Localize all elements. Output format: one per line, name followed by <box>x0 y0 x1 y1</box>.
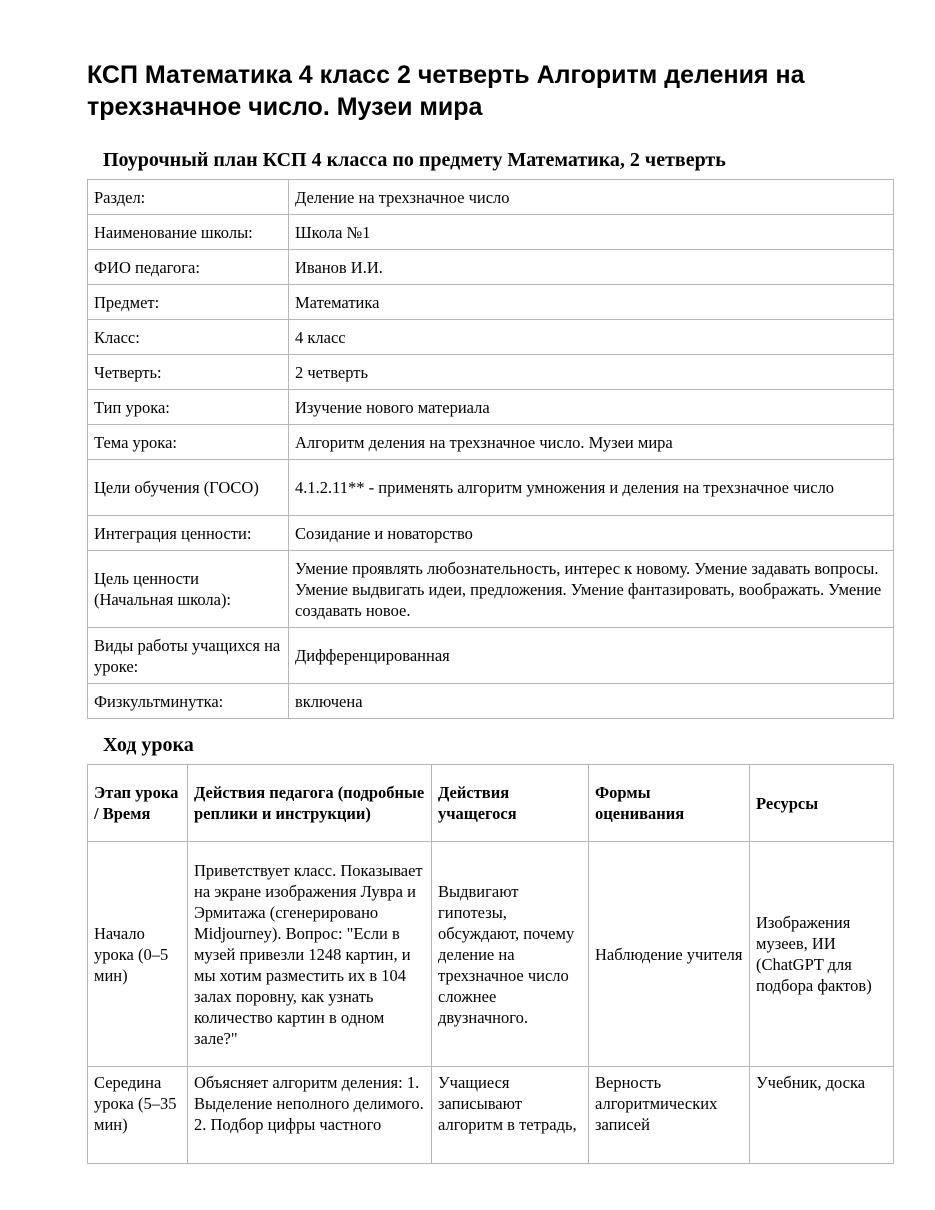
info-label: Класс: <box>88 320 289 355</box>
lesson-resources-cell: Учебник, доска <box>750 1067 894 1164</box>
info-value: Алгоритм деления на трехзначное число. Музеи мира <box>289 425 894 460</box>
lesson-column-header: Ресурсы <box>750 765 894 842</box>
info-value: 4 класс <box>289 320 894 355</box>
info-row <box>88 320 894 355</box>
info-label: Наименование школы: <box>88 215 289 250</box>
info-row <box>88 215 894 250</box>
lesson-column-header: Действия учащегося <box>432 765 589 842</box>
info-row <box>88 516 894 551</box>
info-row <box>88 551 894 628</box>
info-value: включена <box>289 684 894 719</box>
info-label: Четверть: <box>88 355 289 390</box>
lesson-student-cell: Выдвигают гипотезы, обсуждают, почему деление на трехзначное число сложнее двузначного. <box>432 842 589 1067</box>
info-value: Иванов И.И. <box>289 250 894 285</box>
lesson-header-row <box>88 765 894 842</box>
info-value: 2 четверть <box>289 355 894 390</box>
lesson-student-cell: Учащиеся записывают алгоритм в тетрадь, <box>432 1067 589 1164</box>
info-label: Цели обучения (ГОСО) <box>88 460 289 516</box>
info-label: ФИО педагога: <box>88 250 289 285</box>
info-label: Раздел: <box>88 180 289 215</box>
info-value: Математика <box>289 285 894 320</box>
info-label: Цель ценности (Начальная школа): <box>88 551 289 628</box>
info-label: Виды работы учащихся на уроке: <box>88 628 289 684</box>
lesson-column-header: Этап урока / Время <box>88 765 188 842</box>
info-row <box>88 628 894 684</box>
info-row <box>88 355 894 390</box>
lesson-resources-cell: Изображения музеев, ИИ (ChatGPT для подбора фактов) <box>750 842 894 1067</box>
lesson-teacher-cell: Приветствует класс. Показывает на экране изображения Лувра и Эрмитажа (сгенерировано Midjourney). Вопрос: "Если в музей привезли 1248 картин, и мы хотим разместить их в 104 залах поровну, как узнать количество картин в одном зале?" <box>188 842 432 1067</box>
info-label: Тема урока: <box>88 425 289 460</box>
lesson-assessment-cell: Верность алгоритмических записей <box>589 1067 750 1164</box>
info-row <box>88 684 894 719</box>
info-value: Деление на трехзначное число <box>289 180 894 215</box>
info-label: Тип урока: <box>88 390 289 425</box>
info-label: Предмет: <box>88 285 289 320</box>
info-value: Умение проявлять любознательность, интерес к новому. Умение задавать вопросы. Умение выдвигать идеи, предложения. Умение фантазировать, воображать. Умение создавать новое. <box>289 551 894 628</box>
info-row <box>88 250 894 285</box>
lesson-row <box>88 842 894 1067</box>
info-row <box>88 285 894 320</box>
lesson-assessment-cell: Наблюдение учителя <box>589 842 750 1067</box>
info-label: Интеграция ценности: <box>88 516 289 551</box>
info-label: Физкультминутка: <box>88 684 289 719</box>
lesson-column-header: Действия педагога (подробные реплики и инструкции) <box>188 765 432 842</box>
info-value: Изучение нового материала <box>289 390 894 425</box>
lesson-teacher-cell: Объясняет алгоритм деления: 1. Выделение неполного делимого. 2. Подбор цифры частного <box>188 1067 432 1164</box>
plan-heading: Поурочный план КСП 4 класса по предмету Математика, 2 четверть <box>103 149 726 171</box>
document-title: КСП Математика 4 класс 2 четверть Алгоритм деления на трехзначное число. Музеи мира <box>87 61 805 121</box>
lesson-table <box>87 764 894 1164</box>
info-row <box>88 390 894 425</box>
lesson-stage-cell: Середина урока (5–35 мин) <box>88 1067 188 1164</box>
info-row <box>88 180 894 215</box>
lesson-column-header: Формы оценивания <box>589 765 750 842</box>
info-value: Школа №1 <box>289 215 894 250</box>
lesson-row <box>88 1067 894 1164</box>
lesson-stage-cell: Начало урока (0–5 мин) <box>88 842 188 1067</box>
info-row <box>88 425 894 460</box>
info-value: 4.1.2.11** - применять алгоритм умножения и деления на трехзначное число <box>289 460 894 516</box>
lesson-heading: Ход урока <box>103 734 194 756</box>
info-value: Созидание и новаторство <box>289 516 894 551</box>
info-table <box>87 179 894 719</box>
info-row <box>88 460 894 516</box>
info-value: Дифференцированная <box>289 628 894 684</box>
